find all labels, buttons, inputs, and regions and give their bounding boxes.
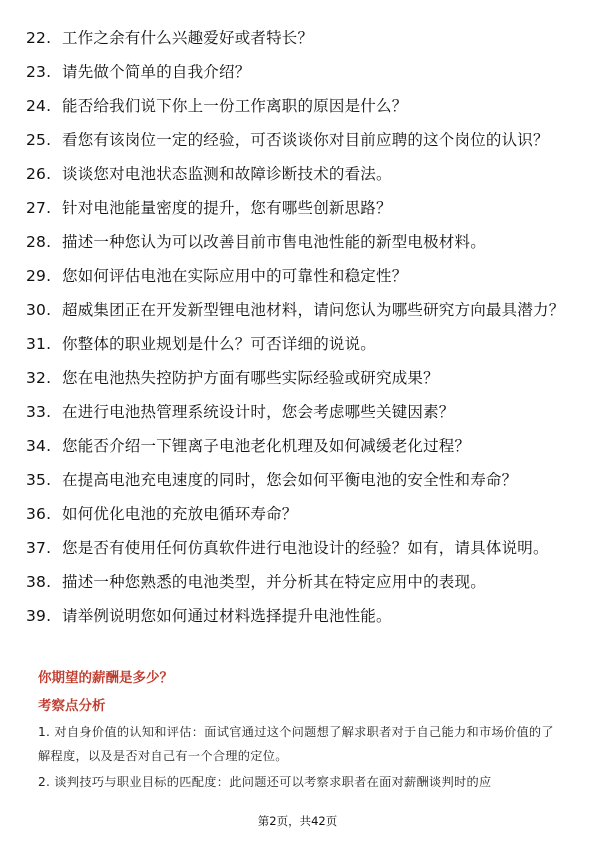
question-number: 39. (26, 607, 52, 625)
question-item (26, 94, 566, 118)
question-number: 30. (26, 301, 52, 319)
page-number: 第2页，共42页 (257, 814, 338, 828)
question-item (26, 502, 566, 526)
question-text: 看您有该岗位一定的经验，可否谈谈你对目前应聘的这个岗位的认识？ (62, 131, 549, 149)
question-text: 能否给我们说下你上一份工作离职的原因是什么？ (62, 97, 408, 115)
question-list (26, 26, 566, 638)
question-item (26, 536, 566, 560)
question-number: 34. (26, 437, 52, 455)
analysis-heading: 考察点分析 (38, 698, 106, 714)
question-number: 22. (26, 29, 52, 47)
question-item (26, 332, 566, 356)
question-number: 33. (26, 403, 52, 421)
question-text: 您能否介绍一下锂离子电池老化机理及如何减缓老化过程？ (62, 437, 471, 455)
question-number: 38. (26, 573, 52, 591)
question-item (26, 434, 566, 458)
analysis-point: 1. 对自身价值的认知和评估：面试官通过这个问题想了解求职者对于自己能力和市场价值的了解程度，以及是否对自己有一个合理的定位。 (38, 725, 554, 763)
question-text: 您如何评估电池在实际应用中的可靠性和稳定性？ (62, 267, 408, 285)
question-number: 24. (26, 97, 52, 115)
question-number: 31. (26, 335, 52, 353)
question-text: 您是否有使用任何仿真软件进行电池设计的经验？如有，请具体说明。 (62, 539, 549, 557)
question-item (26, 162, 566, 186)
question-text: 请举例说明您如何通过材料选择提升电池性能。 (62, 607, 392, 625)
question-number: 23. (26, 63, 52, 81)
question-item (26, 128, 566, 152)
question-number: 29. (26, 267, 52, 285)
question-text: 在提高电池充电速度的同时，您会如何平衡电池的安全性和寿命？ (62, 471, 518, 489)
question-item (26, 26, 566, 50)
question-number: 27. (26, 199, 52, 217)
question-item (26, 400, 566, 424)
question-number: 25. (26, 131, 52, 149)
question-text: 超威集团正在开发新型锂电池材料，请问您认为哪些研究方向最具潜力？ (62, 301, 565, 319)
question-text: 描述一种您熟悉的电池类型，并分析其在特定应用中的表现。 (62, 573, 486, 591)
question-number: 28. (26, 233, 52, 251)
question-item (26, 196, 566, 220)
question-item (26, 60, 566, 84)
question-item (26, 264, 566, 288)
question-text: 在进行电池热管理系统设计时，您会考虑哪些关键因素？ (62, 403, 455, 421)
question-text: 谈谈您对电池状态监测和故障诊断技术的看法。 (62, 165, 392, 183)
question-text: 如何优化电池的充放电循环寿命？ (62, 505, 298, 523)
question-item (26, 468, 566, 492)
question-item (26, 298, 566, 322)
analysis-point: 2. 谈判技巧与职业目标的匹配度：此问题还可以考察求职者在面对薪酬谈判时的应 (38, 775, 492, 789)
question-text: 请先做个简单的自我介绍？ (62, 63, 251, 81)
question-text: 描述一种您认为可以改善目前市售电池性能的新型电极材料。 (62, 233, 486, 251)
salary-section (38, 668, 558, 794)
question-number: 36. (26, 505, 52, 523)
question-number: 32. (26, 369, 52, 387)
question-item (26, 604, 566, 628)
question-number: 26. (26, 165, 52, 183)
question-heading: 你期望的薪酬是多少？ (38, 670, 173, 686)
question-item (26, 230, 566, 254)
question-text: 你整体的职业规划是什么？可否详细的说说。 (62, 335, 377, 353)
question-item (26, 570, 566, 594)
question-number: 37. (26, 539, 52, 557)
question-item (26, 366, 566, 390)
question-text: 针对电池能量密度的提升，您有哪些创新思路？ (62, 199, 392, 217)
question-number: 35. (26, 471, 52, 489)
question-text: 工作之余有什么兴趣爱好或者特长？ (62, 29, 314, 47)
question-text: 您在电池热失控防护方面有哪些实际经验或研究成果？ (62, 369, 439, 387)
